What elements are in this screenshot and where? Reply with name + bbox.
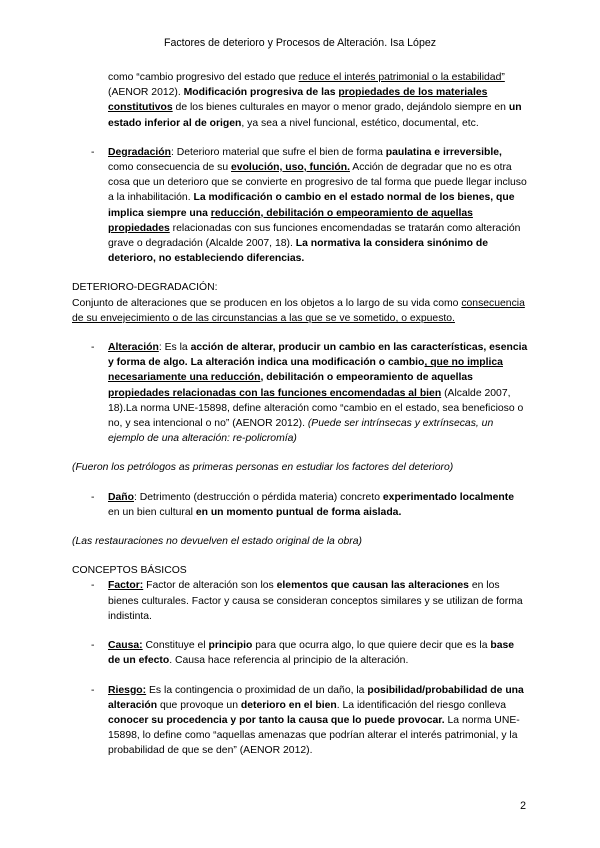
continued-paragraph: como “cambio progresivo del estado que reduce el interés patrimonial o la estabilidad” (AENOR 2012). Modificación progresiva de las propiedades de los materiales constitutivos de los bienes culturales en mayor o menor grado, dejándolo siempre en un estado inferior al de origen, ya sea a nivel funcional, estético, documental, etc. xyxy=(108,72,522,129)
term-riesgo: Riesgo: xyxy=(108,684,147,696)
term-alteracion: Alteración xyxy=(108,342,159,354)
definition-alteracion: - Alteración: Es la acción de alterar, producir un cambio en las características, esencia y forma de algo. La alteración indica una modificación o cambio, que no implica necesariamente una reducción, debilitación o empeoramiento de aquellas propiedades relacionadas con las funciones encomendadas al bien (Alcalde 2007, 18).La norma UNE-15898, define alteración como “cambio en el estado, sea beneficioso o no, y sea intencional o no” (AENOR 2012). (Puede ser intrínsecas y extrínsecas, un ejemplo de una alteración: re-policromía) xyxy=(91,342,528,445)
note-restauraciones: (Las restauraciones no devuelven el estado original de la obra) xyxy=(72,536,362,548)
definition-factor: - Factor: Factor de alteración son los elementos que causan las alteraciones en los bienes culturales. Factor y causa se consideran conceptos similares y se utilizan de forma indistinta. xyxy=(91,580,523,622)
section-heading-deterioro-degradacion: DETERIORO-DEGRADACIÓN: xyxy=(72,282,218,294)
definition-causa: - Causa: Constituye el principio para que ocurra algo, lo que quiere decir que es la base de un efecto. Causa hace referencia al principio de la alteración. xyxy=(91,640,515,667)
document-body xyxy=(72,70,528,759)
term-degradacion: Degradación xyxy=(108,146,171,158)
definition-degradacion: - Degradación: Deterioro material que sufre el bien de forma paulatina e irreversible, como consecuencia de su evolución, uso, función. Acción de degradar que no es otra cosa que un deterioro que se convierte en progresivo de tal forma que puede llegar incluso a la inhabilitación. La modificación o cambio en el estado normal de los bienes, que implica siempre una reducción, debilitación o empeoramiento de aquellas propiedades relacionadas con sus funciones encomendadas se tratarán como alteración grave o degradación (Alcalde 2007, 18). La normativa la considera sinónimo de deterioro, no estableciendo diferencias. xyxy=(91,146,527,265)
note-petrologos: (Fueron los petrólogos as primeras personas en estudiar los factores del deterioro) xyxy=(72,462,454,474)
definition-riesgo: - Riesgo: Es la contingencia o proximidad de un daño, la posibilidad/probabilidad de una alteración que provoque un deterioro en el bien. La identificación del riesgo conlleva conocer su procedencia y por tanto la causa que lo puede provocar. La norma UNE-15898, lo define como “aquellas amenazas que podrían alterar el interés patrimonial, y la probabilidad de que se den” (AENOR 2012). xyxy=(91,684,524,757)
term-dano: Daño xyxy=(108,491,134,503)
section-heading-conceptos: CONCEPTOS BÁSICOS xyxy=(72,565,187,577)
page-number: 2 xyxy=(520,800,526,812)
term-factor: Factor: xyxy=(108,580,144,592)
deterioro-degradacion-text: Conjunto de alteraciones que se producen en los objetos a lo largo de su vida como consecuencia de su envejecimiento o de las circunstancias a las que se ve sometido, o expuesto. xyxy=(72,297,525,324)
page-header: Factores de deterioro y Procesos de Alteración. Isa López xyxy=(163,37,437,49)
term-causa: Causa: xyxy=(108,640,143,652)
definition-dano: - Daño: Detrimento (destrucción o pérdida materia) concreto experimentado localmente en un bien cultural en un momento puntual de forma aislada. xyxy=(91,491,514,518)
